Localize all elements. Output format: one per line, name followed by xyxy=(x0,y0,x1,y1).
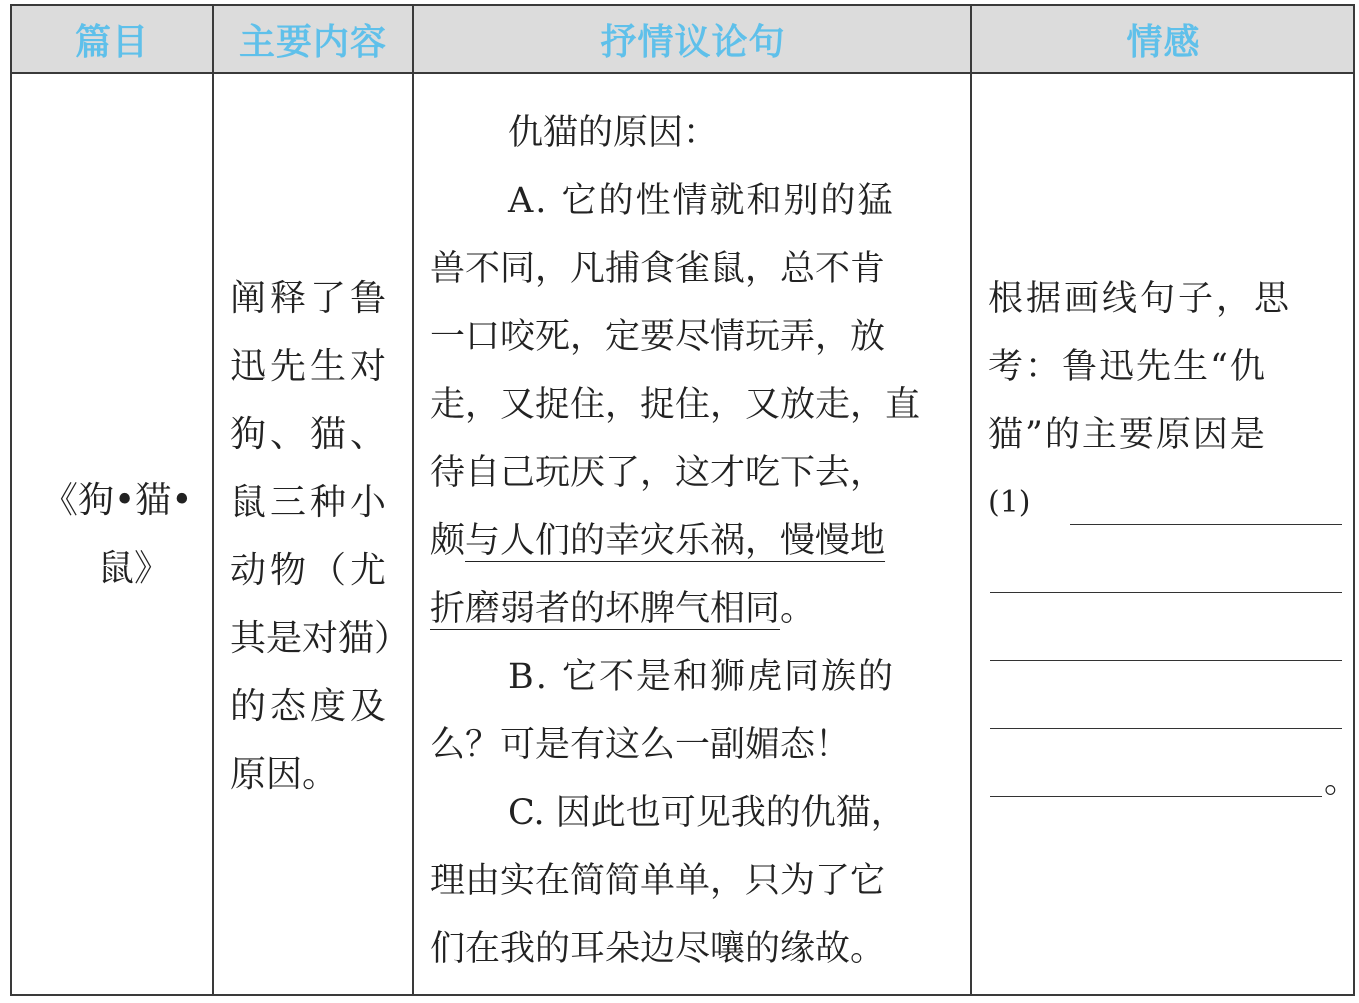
quote-text: 颇 xyxy=(430,521,466,561)
quote-b-line: B. 它不是和狮虎同族的 xyxy=(508,657,895,697)
quote-a-line xyxy=(430,589,816,629)
content-line: 鼠三种小 xyxy=(230,482,391,523)
title-line: 鼠》 xyxy=(98,548,171,589)
quote-intro: 仇猫的原因： xyxy=(508,113,719,153)
content-line: 动物（尤 xyxy=(230,550,391,591)
content-line: 迅先生对 xyxy=(230,346,391,387)
header-title: 篇目 xyxy=(74,21,149,63)
header-emotion: 情感 xyxy=(1126,21,1201,63)
quote-a-line: 兽不同，凡捕食雀鼠，总不肯 xyxy=(430,249,886,289)
quote-a-line: 一口咬死，定要尽情玩弄，放 xyxy=(430,317,886,357)
answer-blank-line xyxy=(1070,524,1342,525)
content-line: 的态度及 xyxy=(230,686,391,727)
content-line: 原因。 xyxy=(230,754,339,795)
column-divider xyxy=(970,6,972,994)
quote-a-line xyxy=(430,521,886,561)
emotion-line: 根据画线句子，思 xyxy=(988,279,1293,319)
emotion-line: 猫”的主要原因是 xyxy=(988,415,1267,455)
answer-blank-line xyxy=(990,728,1342,729)
quote-c-line: C. 因此也可见我的仇猫， xyxy=(508,793,906,833)
content-line: 狗、猫、 xyxy=(230,414,391,455)
answer-blank-line xyxy=(990,796,1322,797)
answer-blank-line xyxy=(990,592,1342,593)
column-divider xyxy=(412,6,414,994)
content-table xyxy=(10,4,1359,996)
underlined-quote: 折磨弱者的坏脾气相同 xyxy=(430,589,781,629)
title-line: 《狗•猫• xyxy=(42,480,193,521)
quote-b-line: 么？可是有这么一副媚态！ xyxy=(430,725,851,765)
quote-a-line: A. 它的性情就和别的猛 xyxy=(508,181,895,221)
blank-end-mark: 。 xyxy=(1324,761,1359,801)
content-line: 阐释了鲁 xyxy=(230,278,391,319)
blank-label: (1) xyxy=(988,485,1031,520)
answer-blank-line xyxy=(990,660,1342,661)
header-main-content: 主要内容 xyxy=(238,21,387,63)
header-quotes: 抒情议论句 xyxy=(600,21,786,63)
emotion-line: 考：鲁迅先生“仇 xyxy=(988,347,1267,387)
quote-c-line: 们在我的耳朵边尽嚷的缘故。 xyxy=(430,929,886,969)
column-divider xyxy=(212,6,214,994)
content-line: 其是对猫） xyxy=(230,618,411,659)
quote-a-line: 走，又捉住，捉住，又放走，直 xyxy=(430,385,921,425)
quote-c-line: 理由实在简简单单，只为了它 xyxy=(430,861,886,901)
quote-end-mark: 。 xyxy=(780,589,816,629)
underlined-quote: 与人们的幸灾乐祸，慢慢地 xyxy=(465,521,886,561)
quote-a-line: 待自己玩厌了，这才吃下去， xyxy=(430,453,886,493)
